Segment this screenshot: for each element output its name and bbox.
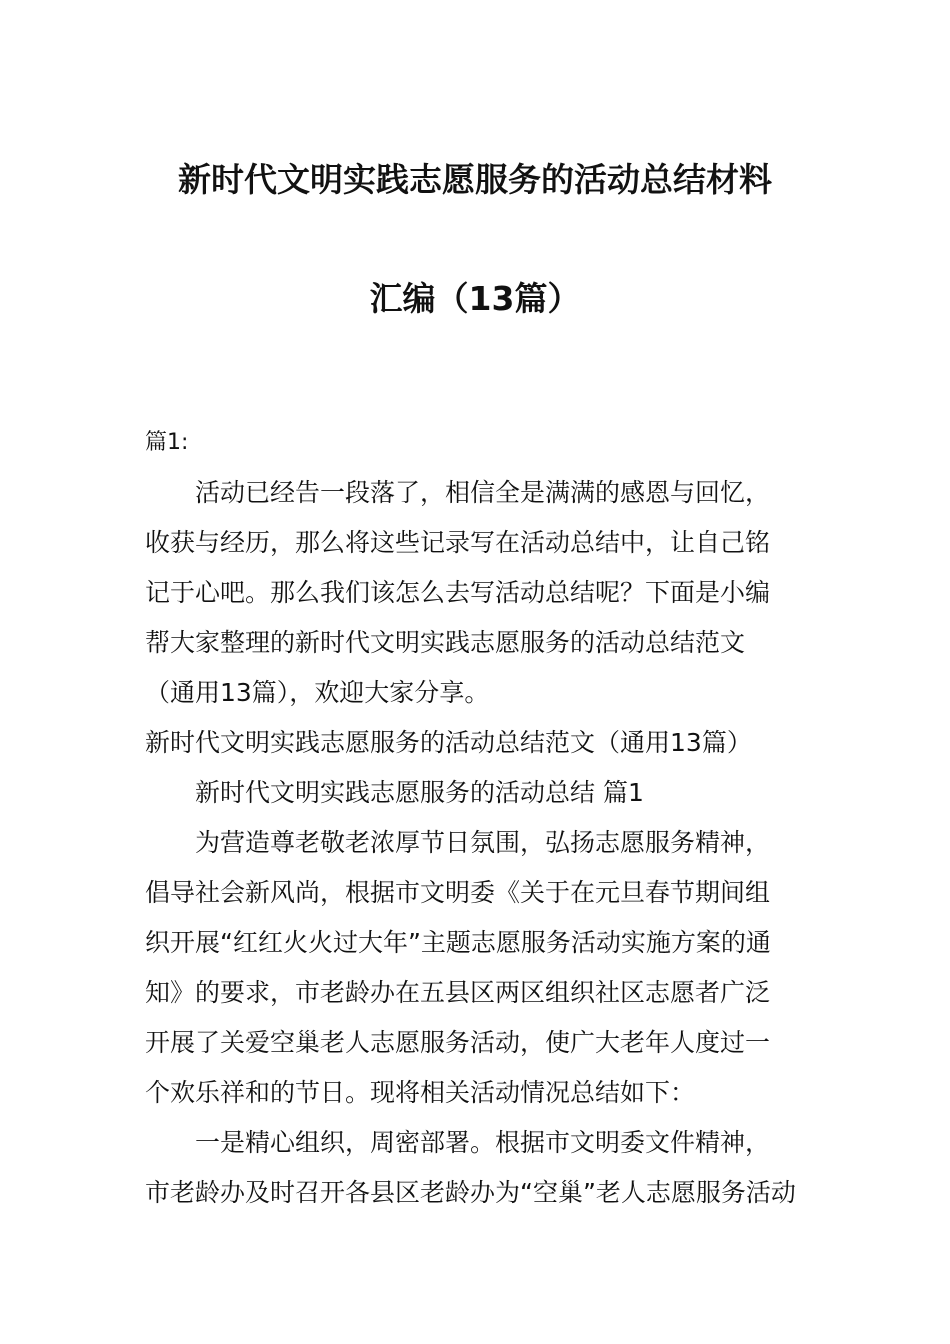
collection-title: 新时代文明实践志愿服务的活动总结范文（通用13篇） [145,728,752,757]
paragraph-line: 为营造尊老敬老浓厚节日氛围，弘扬志愿服务精神， [195,828,771,857]
paragraph-line: 开展了关爱空巢老人志愿服务活动，使广大老年人度过一 [145,1028,771,1057]
intro-line: （通用13篇），欢迎大家分享。 [145,678,490,707]
intro-line: 帮大家整理的新时代文明实践志愿服务的活动总结范文 [145,628,746,657]
document-body [145,418,810,1218]
document-title-line-2: 汇编（13篇） [369,279,581,318]
paragraph-line: 倡导社会新风尚，根据市文明委《关于在元旦春节期间组 [145,878,771,907]
document-title-line-1: 新时代文明实践志愿服务的活动总结材料 [178,160,772,199]
intro-line: 收获与经历，那么将这些记录写在活动总结中，让自己铭 [145,528,771,557]
paragraph-line: 市老龄办及时召开各县区老龄办为“空巢”老人志愿服务活动 [145,1178,796,1207]
paragraph-line: 织开展“红红火火过大年”主题志愿服务活动实施方案的通 [145,928,771,957]
paragraph-line: 知》的要求，市老龄办在五县区两区组织社区志愿者广泛 [145,978,771,1007]
intro-line: 记于心吧。那么我们该怎么去写活动总结呢？下面是小编 [145,578,771,607]
paragraph-line: 个欢乐祥和的节日。现将相关活动情况总结如下： [145,1078,696,1107]
intro-line: 活动已经告一段落了，相信全是满满的感恩与回忆， [195,478,771,507]
paragraph-line: 一是精心组织，周密部署。根据市文明委文件精神， [195,1128,771,1157]
section-label: 篇1: [145,430,189,455]
article-title: 新时代文明实践志愿服务的活动总结 篇1 [195,778,644,807]
